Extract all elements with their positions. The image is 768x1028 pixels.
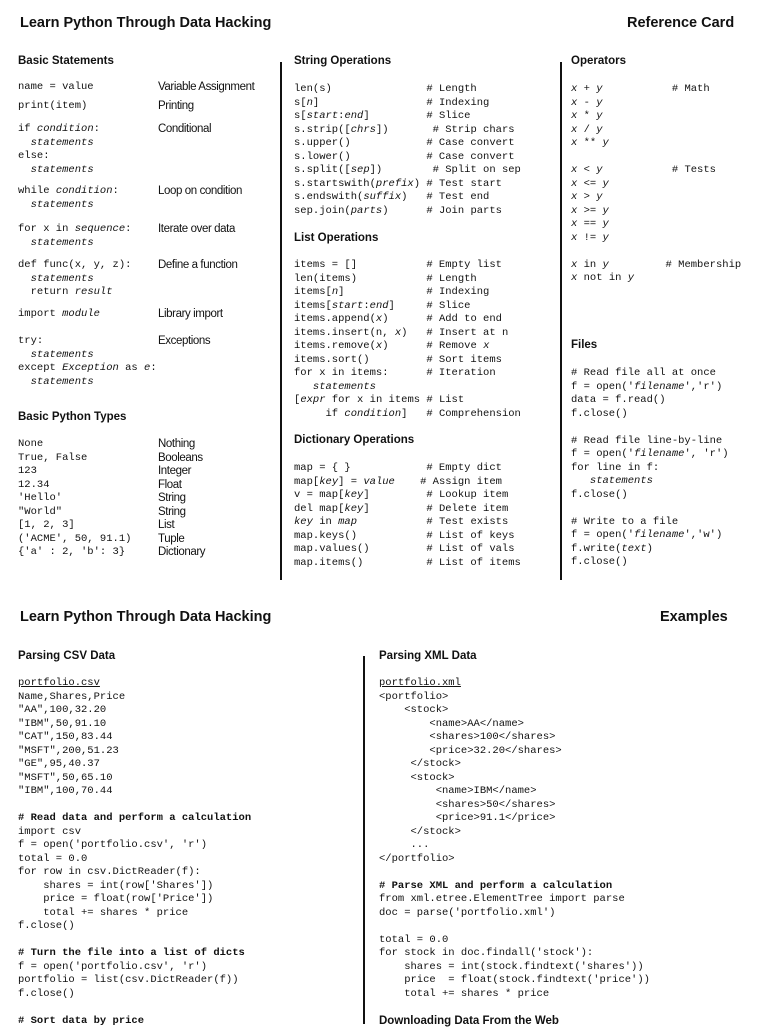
statement-code: if condition: statements else: statements [18,123,100,176]
basic-types-table [18,438,276,562]
examples-title: Learn Python Through Data Hacking [20,609,272,625]
type-description: Booleans [158,451,203,464]
statement-code: try: statements except Exception as e: statements [18,335,157,388]
statement-description: Iterate over data [158,223,235,235]
basic-types-heading: Basic Python Types [18,411,127,423]
parsing-xml-code: portfolio.xml <portfolio> <stock> <name>AA</name> <shares>100</shares> <price>32.20</shares> </stock> <stock> <name>IBM</name> <shares>50</shares> <price>91.1</price> </stock> ... </portfolio> # Parse XML and perform a calculation from xml.etree.ElementTree import parse doc = parse('portfolio.xml') total = 0.0 for stock in doc.findall('stock'): shares = int(stock.findtext('shares')) price = float(stock.findtext('price')) total += shares * price [379,677,650,1000]
statement-description: Define a function [158,259,238,271]
statement-code: while condition: statements [18,185,119,211]
list-operations-heading: List Operations [294,232,379,244]
operators-heading: Operators [571,55,626,67]
basic-statements-table [18,81,276,391]
list-operations-code: items = [] # Empty list len(items) # Length items[n] # Indexing items[start:end] # Slice items.append(x) # Add to end items.insert(n, x) # Insert at n items.remove(x) # Remove x items.sort() # Sort items for x in items: # Iteration statements [expr for x in items # List if condition] # Comprehension [294,259,521,420]
statement-description: Printing [158,100,194,112]
type-description: Nothing [158,438,195,450]
type-code: 123 [18,465,37,477]
statement-description: Exceptions [158,335,211,347]
dictionary-operations-heading: Dictionary Operations [294,434,415,446]
statement-code: for x in sequence: statements [18,223,132,249]
type-description: Dictionary [158,546,206,558]
statement-code: name = value [18,81,94,93]
statement-description: Conditional [158,123,212,135]
parsing-xml-heading: Parsing XML Data [379,650,477,662]
dictionary-operations-code: map = { } # Empty dict map[key] = value # Assign item v = map[key] # Lookup item del map[key] # Delete item key in map # Test exists map.keys() # List of keys map.values() # List of vals map.items() # List of items [294,462,521,569]
reference-card-subtitle: Reference Card [627,15,735,31]
statement-code: import module [18,308,100,320]
statement-description: Variable Assignment [158,81,255,93]
type-code: True, False [18,451,88,464]
files-heading: Files [571,339,598,351]
examples-subtitle: Examples [660,609,728,625]
type-description: Float [158,478,182,491]
downloading-data-heading: Downloading Data From the Web [379,1015,559,1027]
type-description: String [158,505,186,518]
operators-code: x + y # Math x - y x * y x / y x ** y x < y # Tests x <= y x > y x >= y x == y x != y x in y # Membership x not in y [571,83,742,284]
type-code: 12.34 [18,478,50,491]
basic-statements-heading: Basic Statements [18,55,114,67]
string-operations-code: len(s) # Length s[n] # Indexing s[start:end] # Slice s.strip([chrs]) # Strip chars s.upper() # Case convert s.lower() # Case convert s.split([sep]) # Split on sep s.startswith(prefix) # Test start s.endswith(suffix) # Test end sep.join(parts) # Join parts [294,83,521,217]
statement-code: print(item) [18,100,88,112]
statement-description: Library import [158,308,223,320]
column-divider [280,62,282,580]
statement-code: def func(x, y, z): statements return result [18,259,132,298]
type-code: [1, 2, 3] [18,519,75,531]
column-divider [560,62,562,580]
type-code: ('ACME', 50, 91.1) [18,532,132,545]
type-code: "World" [18,505,63,518]
parsing-csv-heading: Parsing CSV Data [18,650,116,662]
type-description: List [158,519,175,531]
type-code: 'Hello' [18,492,63,504]
type-description: String [158,492,186,504]
column-divider [363,656,365,1024]
reference-card-title: Learn Python Through Data Hacking [20,15,272,31]
type-description: Integer [158,465,192,477]
type-code: {'a' : 2, 'b': 3} [18,546,126,558]
type-code: None [18,438,44,450]
statement-description: Loop on condition [158,185,242,197]
string-operations-heading: String Operations [294,55,392,67]
parsing-csv-code: portfolio.csv Name,Shares,Price "AA",100,32.20 "IBM",50,91.10 "CAT",150,83.44 "MSFT",200,51.23 "GE",95,40.37 "MSFT",50,65.10 "IBM",100,70.44 # Read data and perform a calculation import csv f = open('portfolio.csv', 'r') total = 0.0 for row in csv.DictReader(f): shares = int(row['Shares']) price = float(row['Price']) total += shares * price f.close() # Turn the file into a list of dicts f = open('portfolio.csv', 'r') portfolio = list(csv.DictReader(f)) f.close() # Sort data by price [18,677,252,1027]
type-description: Tuple [158,532,185,545]
files-code: # Read file all at once f = open('filename','r') data = f.read() f.close() # Read file line-by-line f = open('filename', 'r') for line in f: statements f.close() # Write to a file f = open('filename','w') f.write(text) f.close() [571,367,729,568]
